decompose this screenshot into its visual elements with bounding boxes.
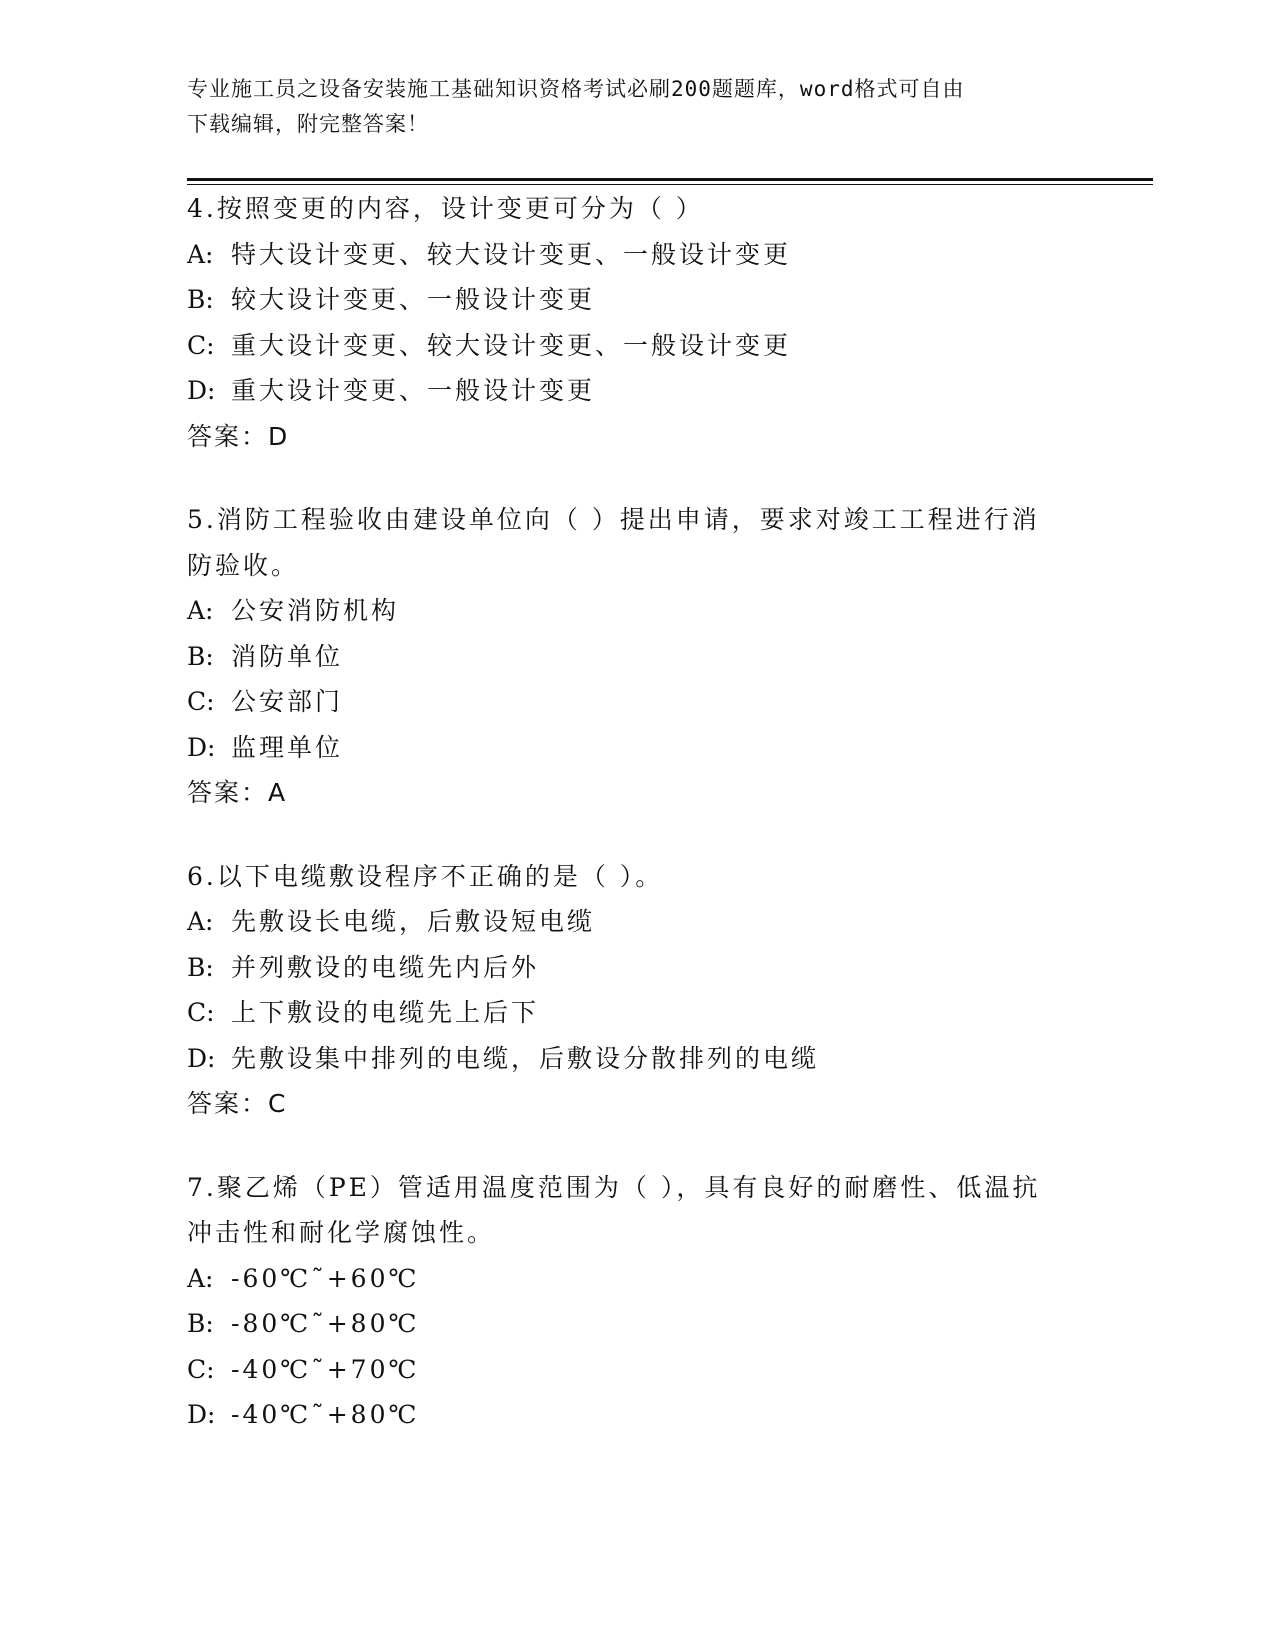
option-letter: D: — [187, 1400, 216, 1429]
question-5 — [187, 497, 1087, 816]
option-b — [187, 945, 1087, 991]
option-a — [187, 588, 1087, 634]
option-a — [187, 1256, 1087, 1302]
question-spacer — [187, 460, 1087, 497]
option-b — [187, 1301, 1087, 1347]
question-spacer — [187, 1128, 1087, 1165]
question-6 — [187, 854, 1087, 1127]
option-letter: C: — [187, 330, 215, 360]
question-stem: 7.聚乙烯（PE）管适用温度范围为（ ），具有良好的耐磨性、低温抗 — [187, 1172, 1041, 1202]
option-text: 监理单位 — [231, 732, 344, 762]
option-text: 先敷设长电缆，后敷设短电缆 — [231, 907, 596, 936]
answer-line: 答案：C — [187, 1089, 288, 1118]
option-letter: A: — [187, 907, 214, 936]
document-header — [187, 72, 1067, 142]
header-line-2: 下载编辑，附完整答案！ — [187, 112, 429, 136]
question-spacer — [187, 817, 1087, 854]
option-text: 重大设计变更、较大设计变更、一般设计变更 — [231, 330, 792, 360]
option-letter: A: — [187, 239, 214, 269]
option-d — [187, 725, 1087, 771]
option-letter: B: — [187, 641, 214, 671]
option-text: 公安部门 — [231, 687, 344, 716]
header-rule-thin — [187, 184, 1153, 185]
option-b — [187, 277, 1087, 323]
option-text: 先敷设集中排列的电缆，后敷设分散排列的电缆 — [231, 1043, 820, 1073]
option-text: 公安消防机构 — [231, 596, 400, 625]
question-4 — [187, 186, 1087, 459]
question-7 — [187, 1165, 1087, 1438]
option-text: -80℃˜+80℃ — [231, 1309, 420, 1338]
question-stem-cont: 冲击性和耐化学腐蚀性。 — [187, 1218, 496, 1247]
question-stem: 6.以下电缆敷设程序不正确的是（ ）。 — [187, 861, 664, 891]
option-letter: C: — [187, 1354, 215, 1384]
option-text: -40℃˜+70℃ — [231, 1354, 420, 1384]
option-text: 特大设计变更、较大设计变更、一般设计变更 — [231, 239, 792, 269]
option-text: 并列敷设的电缆先内后外 — [231, 952, 540, 982]
option-letter: A: — [187, 596, 214, 625]
option-c — [187, 679, 1087, 725]
option-text: 较大设计变更、一般设计变更 — [231, 285, 596, 314]
option-letter: B: — [187, 952, 214, 982]
option-text: 上下敷设的电缆先上后下 — [231, 998, 540, 1027]
option-letter: B: — [187, 285, 214, 314]
option-b — [187, 634, 1087, 680]
option-c — [187, 323, 1087, 369]
header-line-1: 专业施工员之设备安装施工基础知识资格考试必刷200题题库，word格式可自由 — [187, 77, 965, 101]
option-c — [187, 1347, 1087, 1393]
option-letter: C: — [187, 687, 215, 716]
option-c — [187, 990, 1087, 1036]
question-stem: 4.按照变更的内容，设计变更可分为（ ） — [187, 194, 704, 223]
option-letter: D: — [187, 1043, 216, 1073]
option-text: 重大设计变更、一般设计变更 — [231, 376, 596, 405]
option-text: -40℃˜+80℃ — [231, 1400, 420, 1429]
option-d — [187, 1392, 1087, 1438]
option-letter: D: — [187, 732, 216, 762]
answer-line: 答案：A — [187, 778, 288, 807]
option-text: 消防单位 — [231, 641, 344, 671]
option-d — [187, 1036, 1087, 1082]
answer-line: 答案：D — [187, 421, 290, 451]
option-a — [187, 899, 1087, 945]
option-letter: B: — [187, 1309, 214, 1338]
question-stem-cont: 防验收。 — [187, 550, 300, 580]
option-text: -60℃˜+60℃ — [231, 1263, 420, 1293]
option-letter: A: — [187, 1263, 214, 1293]
question-list — [187, 186, 1087, 1438]
option-letter: C: — [187, 998, 215, 1027]
option-a — [187, 232, 1087, 278]
header-rule-thick — [187, 178, 1153, 181]
question-stem: 5.消防工程验收由建设单位向（ ）提出申请，要求对竣工工程进行消 — [187, 505, 1040, 534]
option-d — [187, 368, 1087, 414]
option-letter: D: — [187, 376, 216, 405]
